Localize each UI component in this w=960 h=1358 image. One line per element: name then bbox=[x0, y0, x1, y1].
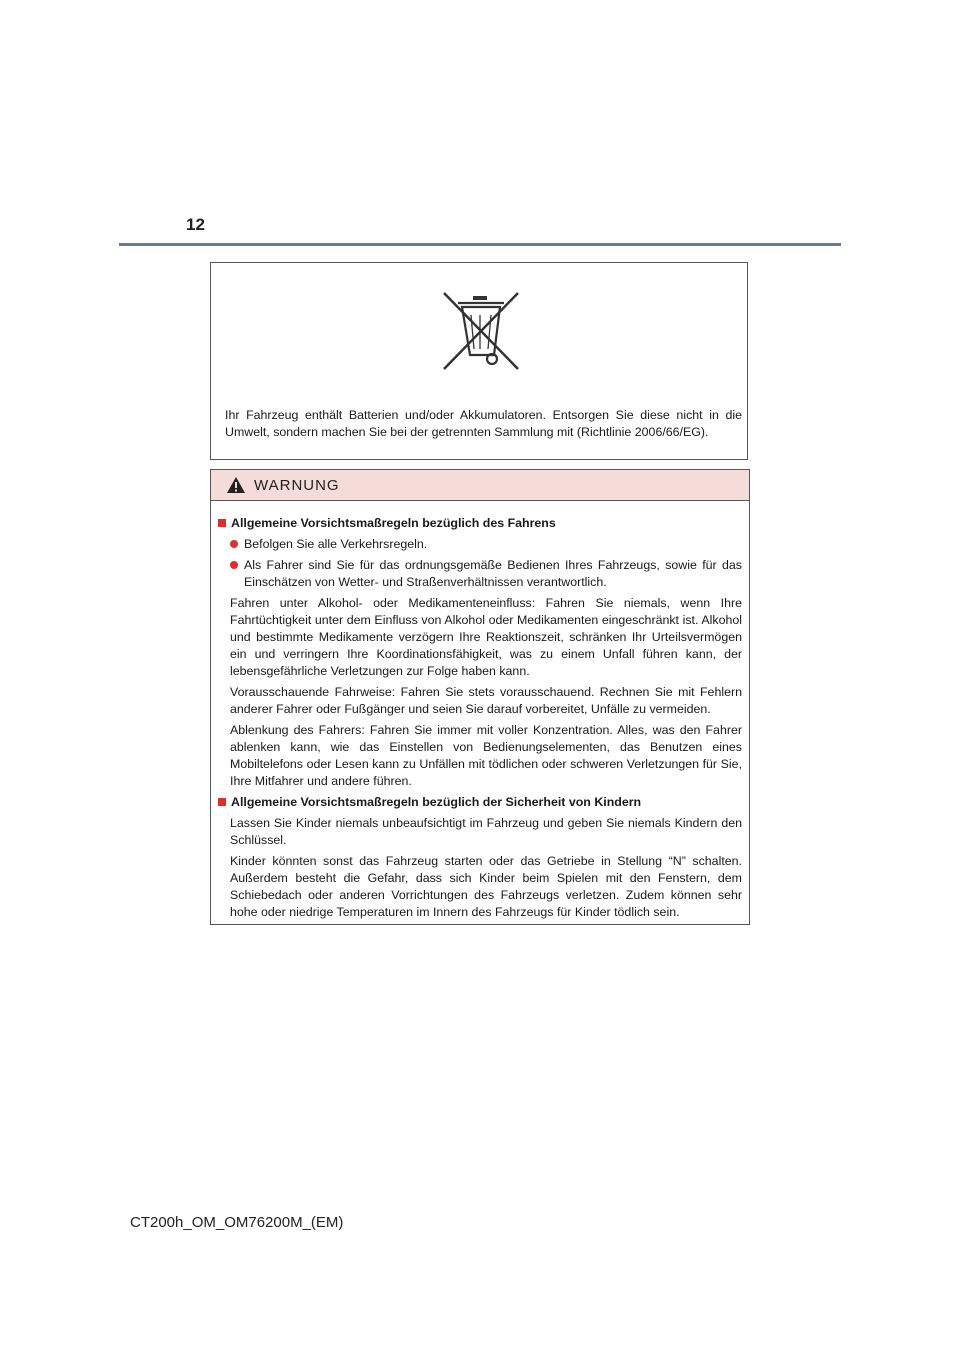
section-heading-children bbox=[218, 794, 742, 811]
section-heading-text: Allgemeine Vorsichtsmaßregeln bezüglich des Fahrens bbox=[231, 516, 556, 530]
warning-body bbox=[211, 501, 749, 921]
paragraph-alcohol: Fahren unter Alkohol- oder Medikamenteneinfluss: Fahren Sie niemals, wenn Ihre Fahrtüchtigkeit unter dem Einfluss von Alkohol oder Medikamenten eingeschränkt ist. Alkohol und bestimmte Medikamente verzögern Ihre Reaktionszeit, schränken Ihr Urteilsvermögen ein und verringern Ihre Koordinationsfähigkeit, was zu einem Unfall führen kann, der lebensgefährliche Verletzungen zur Folge haben kann. bbox=[230, 596, 742, 678]
page-number: 12 bbox=[186, 215, 205, 234]
circle-bullet-icon bbox=[230, 540, 238, 548]
square-bullet-icon bbox=[218, 519, 226, 527]
warning-triangle-icon bbox=[226, 476, 246, 494]
crossed-out-wheeled-bin-icon bbox=[440, 289, 522, 373]
paragraph-children-danger: Kinder könnten sonst das Fahrzeug starten oder das Getriebe in Stellung “N” schalten. Außerdem besteht die Gefahr, dass sich Kinder beim Spielen mit den Fenstern, dem Schiebedach oder anderen Vorrichtungen des Fahrzeugs verletzen. Zudem können sehr hohe oder niedrige Temperaturen im Innern des Fahrzeugs für Kinder tödlich sein. bbox=[230, 854, 742, 919]
disposal-notice-text: Ihr Fahrzeug enthält Batterien und/oder Akkumulatoren. Entsorgen Sie diese nicht in die Umwelt, sondern machen Sie bei der getrennten Sammlung mit (Richtlinie 2006/66/EG). bbox=[225, 408, 742, 439]
warning-box bbox=[210, 469, 750, 925]
bullet-text: Befolgen Sie alle Verkehrsregeln. bbox=[244, 537, 428, 551]
document-code: CT200h_OM_OM76200M_(EM) bbox=[130, 1214, 344, 1231]
warning-title: WARNUNG bbox=[254, 476, 340, 494]
battery-disposal-notice bbox=[210, 262, 748, 460]
warning-header bbox=[211, 470, 749, 501]
bullet-item bbox=[218, 557, 742, 591]
paragraph-children-unattended: Lassen Sie Kinder niemals unbeaufsichtigt im Fahrzeug und geben Sie niemals Kindern den Schlüssel. bbox=[230, 816, 742, 847]
section-heading-driving bbox=[218, 515, 742, 532]
paragraph-anticipation: Vorausschauende Fahrweise: Fahren Sie stets vorausschauend. Rechnen Sie mit Fehlern anderer Fahrer oder Fußgänger und seien Sie darauf vorbereitet, Unfälle zu vermeiden. bbox=[230, 685, 742, 716]
paragraph-distraction: Ablenkung des Fahrers: Fahren Sie immer mit voller Konzentration. Alles, was den Fahrer ablenken kann, wie das Einstellen von Bedienungselementen, das Benutzen eines Mobiltelefons oder Lesen kann zu Unfällen mit tödlichen oder schweren Verletzungen für Sie, Ihre Mitfahrer und andere führen. bbox=[230, 723, 742, 788]
section-heading-text: Allgemeine Vorsichtsmaßregeln bezüglich der Sicherheit von Kindern bbox=[231, 795, 642, 809]
header-rule bbox=[119, 243, 841, 246]
square-bullet-icon bbox=[218, 798, 226, 806]
circle-bullet-icon bbox=[230, 561, 238, 569]
bullet-text: Als Fahrer sind Sie für das ordnungsgemäße Bedienen Ihres Fahrzeugs, sowie für das Einschätzen von Wetter- und Straßenverhältnissen verantwortlich. bbox=[244, 558, 742, 589]
bullet-item bbox=[218, 536, 742, 553]
